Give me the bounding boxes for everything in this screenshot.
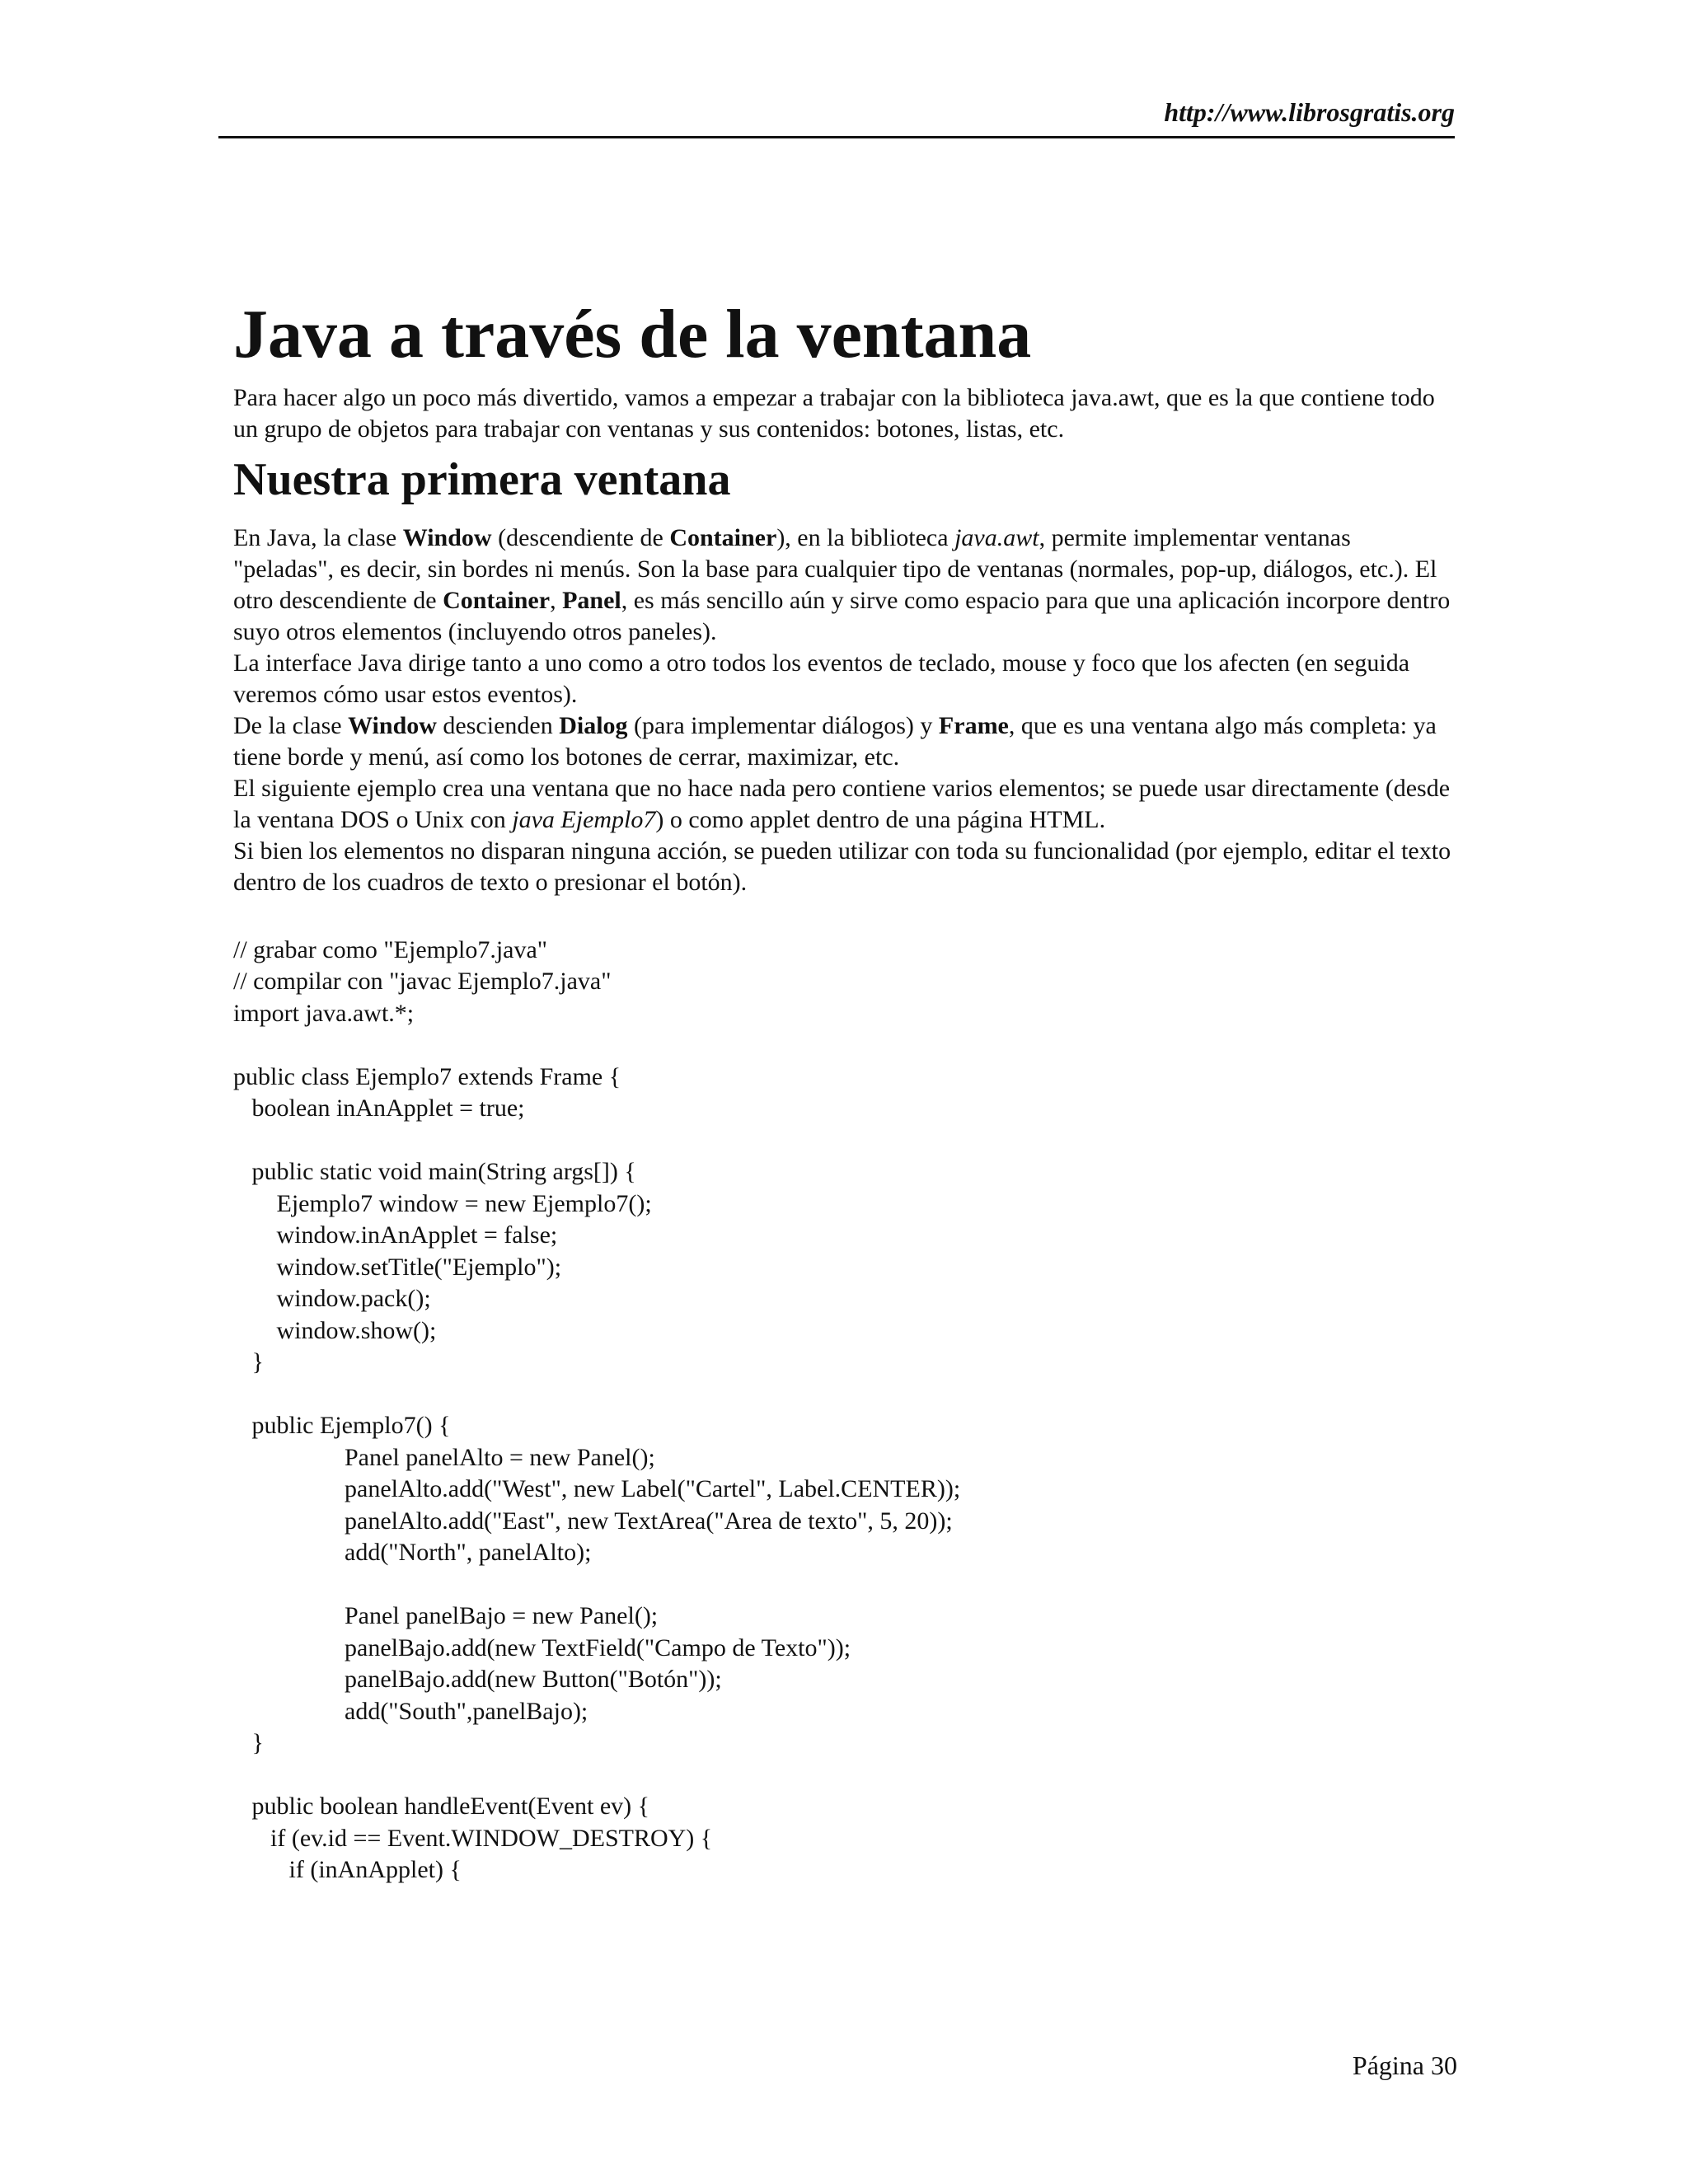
page-title: Java a través de la ventana [233,296,1032,373]
code-line: if (inAnApplet) { [233,1856,462,1884]
italic-term-java-ejemplo7: java Ejemplo7 [512,805,656,833]
page-number: Página 30 [1352,2050,1457,2080]
text-run: (descendiente de [491,523,670,551]
code-line [233,1760,1453,1792]
intro-paragraph: Para hacer algo un poco más divertido, vamos a empezar a trabajar con la biblioteca java.awt, que es la que contiene todo un grupo de objetos para trabajar con ventanas y sus contenidos: botones, listas, etc. [233,384,1435,443]
text-run: En Java, la clase [233,523,403,551]
code-line: import java.awt.*; [233,999,415,1027]
code-line: add("North", panelAlto); [233,1539,592,1567]
text-run: De la clase [233,711,349,739]
italic-term-java-awt: java.awt [954,523,1039,551]
code-line [233,1125,1453,1157]
bold-term-frame: Frame [938,711,1009,739]
code-listing [233,935,1453,1886]
code-line: // grabar como "Ejemplo7.java" [233,935,548,963]
code-line: window.setTitle("Ejemplo"); [233,1253,562,1281]
paragraph-example [233,773,1453,836]
code-line: Panel panelAlto = new Panel(); [233,1443,655,1471]
bold-term-dialog: Dialog [559,711,628,739]
text-run: ), en la biblioteca [776,523,955,551]
code-line: } [233,1348,264,1376]
code-line [233,1379,1453,1411]
code-line: public boolean handleEvent(Event ev) { [233,1793,650,1821]
code-line: } [233,1729,264,1757]
text-run: , permite implementar ventanas "peladas", es decir, sin bordes ni menús. Son la base para cualquier tipo de ventanas (normales, pop-up, diálogos, etc.). El otro descendiente de [233,523,1437,614]
paragraph-interface: La interface Java dirige tanto a uno como a otro todos los eventos de teclado, mouse y foco que los afecten (en seguida veremos cómo usar estos eventos). [233,649,1410,708]
code-line: if (ev.id == Event.WINDOW_DESTROY) { [233,1824,713,1852]
paragraph-dialog-frame [233,710,1453,773]
bold-term-window: Window [402,523,492,551]
code-line: // compilar con "javac Ejemplo7.java" [233,968,612,996]
header-url: http://www.librosgratis.org [1164,97,1455,127]
text-run: , es más sencillo aún y sirve como espacio para que una aplicación incorpore dentro suyo otros elementos (incluyendo otros paneles). [233,586,1451,645]
paragraph-elements: Si bien los elementos no disparan ninguna acción, se pueden utilizar con toda su funcionalidad (por ejemplo, editar el texto dentro de los cuadros de texto o presionar el botón). [233,837,1451,896]
code-line: public class Ejemplo7 extends Frame { [233,1062,621,1090]
text-run: , [550,586,563,614]
header-divider [218,136,1455,138]
code-line: Panel panelBajo = new Panel(); [233,1602,659,1630]
text-run: , que es una ventana algo más completa: ya tiene borde y menú, así como los botones de cerrar, maximizar, etc. [233,711,1437,771]
text-run: (para implementar diálogos) y [627,711,939,739]
code-line: Ejemplo7 window = new Ejemplo7(); [233,1189,652,1217]
code-line: panelBajo.add(new TextField("Campo de Texto")); [233,1633,851,1661]
code-line: public Ejemplo7() { [233,1412,451,1440]
code-line: window.inAnApplet = false; [233,1221,558,1249]
code-line: panelBajo.add(new Button("Botón")); [233,1666,722,1694]
paragraph-window-class [233,523,1453,648]
bold-term-container: Container [669,523,777,551]
code-line: panelAlto.add("West", new Label("Cartel", Label.CENTER)); [233,1475,961,1503]
code-line: window.show(); [233,1316,437,1344]
code-line: window.pack(); [233,1285,431,1313]
bold-term-window: Window [348,711,437,739]
code-line: panelAlto.add("East", new TextArea("Area de texto", 5, 20)); [233,1507,953,1535]
code-line: public static void main(String args[]) { [233,1158,636,1186]
section-title: Nuestra primera ventana [233,454,731,506]
text-run: El siguiente ejemplo crea una ventana que no hace nada pero contiene varios elementos; se puede usar directamente (desde la ventana DOS o Unix con [233,774,1451,833]
bold-term-container: Container [443,586,551,614]
text-run: ) o como applet dentro de una página HTML. [655,805,1106,833]
text-run: descienden [436,711,560,739]
code-line: add("South",panelBajo); [233,1697,588,1725]
code-line: boolean inAnApplet = true; [233,1094,525,1122]
bold-term-panel: Panel [562,586,621,614]
code-line [233,1569,1453,1601]
code-line [233,1029,1453,1062]
page-content [233,297,1453,1886]
